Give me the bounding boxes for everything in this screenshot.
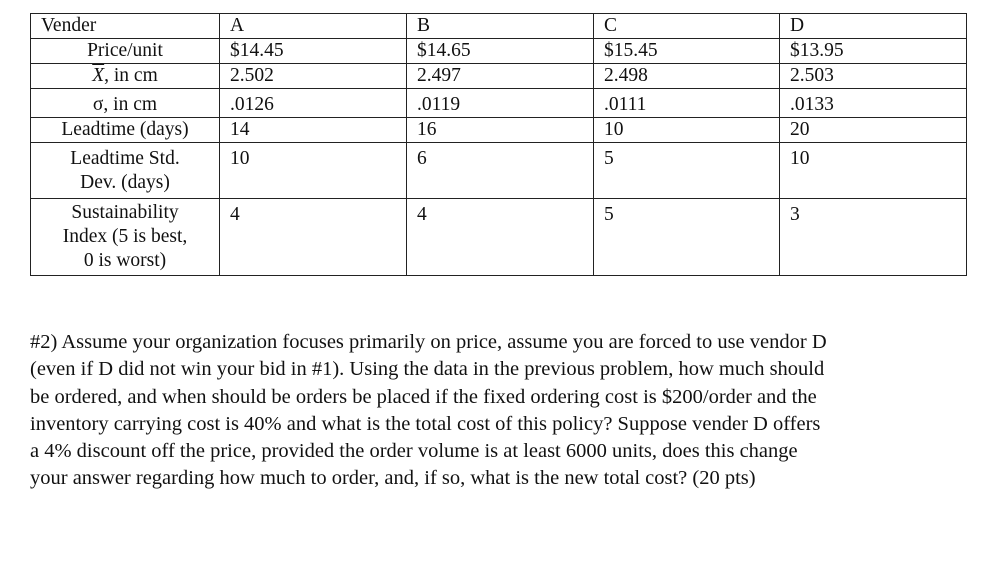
row-label-sustainability-line1: Sustainability — [71, 202, 179, 223]
cell-mean-a: 2.502 — [220, 64, 407, 89]
row-label-sustainability-line2: Index (5 is best, — [62, 226, 188, 247]
cell-sigma-a: .0126 — [220, 89, 407, 118]
cell-mean-b: 2.497 — [407, 64, 594, 89]
header-vendor-a: A — [220, 14, 407, 39]
row-label-leadtime-std-line2: Dev. (days) — [80, 172, 170, 193]
vendor-comparison-table — [30, 13, 967, 276]
cell-sigma-d: .0133 — [780, 89, 967, 118]
cell-leadtime-std-d: 10 — [780, 143, 967, 199]
cell-price-d: $13.95 — [780, 39, 967, 64]
row-label-leadtime: Leadtime (days) — [31, 118, 220, 143]
row-label-leadtime-std-line1: Leadtime Std. — [70, 148, 180, 169]
row-sigma — [31, 89, 967, 118]
row-leadtime-std — [31, 143, 967, 199]
row-price — [31, 39, 967, 64]
cell-sustainability-c: 5 — [594, 199, 780, 276]
cell-sigma-c: .0111 — [594, 89, 780, 118]
xbar-symbol: $\overline{X}$ — [92, 65, 105, 86]
cell-price-c: $15.45 — [594, 39, 780, 64]
row-label-price: Price/unit — [31, 39, 220, 64]
cell-leadtime-std-b: 6 — [407, 143, 594, 199]
row-label-mean — [31, 64, 220, 89]
cell-sustainability-d: 3 — [780, 199, 967, 276]
header-vendor-d: D — [780, 14, 967, 39]
cell-leadtime-d: 20 — [780, 118, 967, 143]
row-label-mean-text: , in cm — [104, 65, 158, 86]
question-line: your answer regarding how much to order, and, if so, what is the new total cost? (20 pts) — [30, 467, 756, 490]
row-label-sustainability-line3: 0 is worst) — [83, 250, 167, 271]
cell-leadtime-b: 16 — [407, 118, 594, 143]
cell-leadtime-a: 14 — [220, 118, 407, 143]
question-line: inventory carrying cost is 40% and what is the total cost of this policy? Suppose vender D offers — [30, 412, 821, 435]
row-label-leadtime-std — [31, 143, 220, 199]
cell-sigma-b: .0119 — [407, 89, 594, 118]
row-label-sustainability — [31, 199, 220, 276]
header-row — [31, 14, 967, 39]
cell-sustainability-a: 4 — [220, 199, 407, 276]
cell-mean-d: 2.503 — [780, 64, 967, 89]
header-vendor-c: C — [594, 14, 780, 39]
cell-leadtime-std-c: 5 — [594, 143, 780, 199]
question-line: a 4% discount off the price, provided the order volume is at least 6000 units, does this change — [30, 440, 798, 463]
header-vendor-b: B — [407, 14, 594, 39]
row-sustainability — [31, 199, 967, 276]
cell-price-a: $14.45 — [220, 39, 407, 64]
question-line: (even if D did not win your bid in #1). Using the data in the previous problem, how much should — [30, 358, 825, 381]
question-2 — [30, 329, 975, 493]
cell-price-b: $14.65 — [407, 39, 594, 64]
question-line: be ordered, and when should be orders be placed if the fixed ordering cost is $200/order and the — [30, 385, 817, 408]
cell-leadtime-std-a: 10 — [220, 143, 407, 199]
row-mean — [31, 64, 967, 89]
cell-sustainability-b: 4 — [407, 199, 594, 276]
row-leadtime — [31, 118, 967, 143]
question-line: #2) Assume your organization focuses primarily on price, assume you are forced to use vendor D — [30, 331, 827, 353]
header-vender: Vender — [31, 14, 220, 39]
cell-leadtime-c: 10 — [594, 118, 780, 143]
cell-mean-c: 2.498 — [594, 64, 780, 89]
row-label-sigma: σ, in cm — [31, 89, 220, 118]
